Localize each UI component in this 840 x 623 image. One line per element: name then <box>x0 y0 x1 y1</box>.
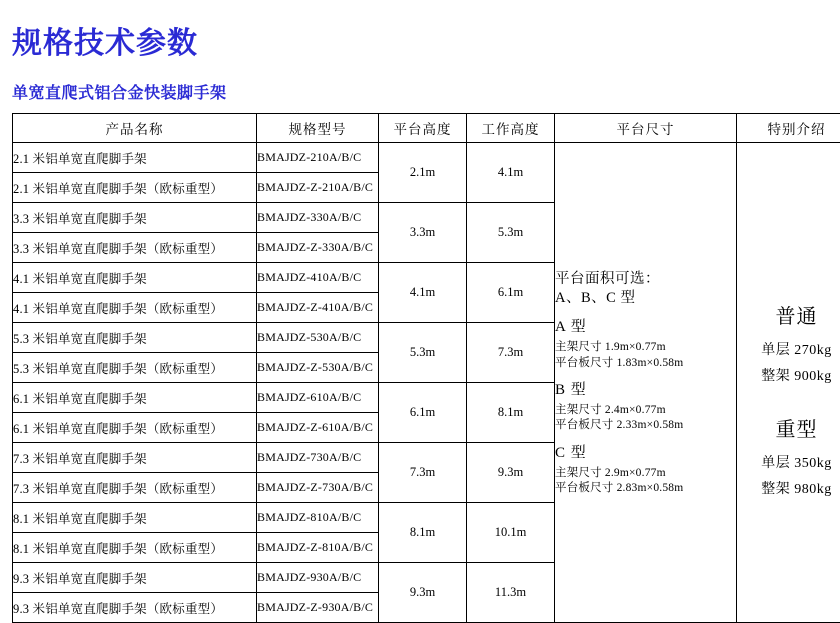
cell-product-name: 4.1 米铝单宽直爬脚手架（欧标重型） <box>13 293 257 323</box>
cell-platform-size <box>555 143 737 623</box>
cell-product-name: 6.1 米铝单宽直爬脚手架（欧标重型） <box>13 413 257 443</box>
cell-model: BMAJDZ-610A/B/C <box>257 383 379 413</box>
specification-table <box>12 113 840 623</box>
table-body <box>13 143 840 623</box>
cell-product-name: 9.3 米铝单宽直爬脚手架（欧标重型） <box>13 593 257 623</box>
cell-model: BMAJDZ-410A/B/C <box>257 263 379 293</box>
column-header-working-height: 工作高度 <box>467 114 555 143</box>
cell-product-name: 5.3 米铝单宽直爬脚手架（欧标重型） <box>13 353 257 383</box>
cell-model: BMAJDZ-330A/B/C <box>257 203 379 233</box>
cell-model: BMAJDZ-Z-210A/B/C <box>257 173 379 203</box>
table-row <box>13 143 840 173</box>
cell-product-name: 3.3 米铝单宽直爬脚手架 <box>13 203 257 233</box>
cell-platform-height: 8.1m <box>379 503 467 563</box>
cell-platform-height: 7.3m <box>379 443 467 503</box>
cell-product-name: 7.3 米铝单宽直爬脚手架（欧标重型） <box>13 473 257 503</box>
platform-size-type-c-frame: 主架尺寸 2.9m×0.77m <box>555 467 736 481</box>
cell-platform-height: 2.1m <box>379 143 467 203</box>
cell-platform-height: 6.1m <box>379 383 467 443</box>
cell-working-height: 4.1m <box>467 143 555 203</box>
platform-size-intro-line1: 平台面积可选： <box>555 271 736 288</box>
page-subtitle: 单宽直爬式铝合金快装脚手架 <box>12 80 832 103</box>
spec-sheet-page <box>0 18 840 601</box>
platform-size-type-b-frame: 主架尺寸 2.4m×0.77m <box>555 404 736 418</box>
cell-model: BMAJDZ-Z-410A/B/C <box>257 293 379 323</box>
special-normal-whole-frame: 整架 900kg <box>737 365 840 385</box>
cell-model: BMAJDZ-210A/B/C <box>257 143 379 173</box>
cell-model: BMAJDZ-Z-810A/B/C <box>257 533 379 563</box>
cell-model: BMAJDZ-530A/B/C <box>257 323 379 353</box>
cell-working-height: 11.3m <box>467 563 555 623</box>
platform-size-type-b-label: B 型 <box>555 382 736 400</box>
cell-model: BMAJDZ-730A/B/C <box>257 443 379 473</box>
cell-model: BMAJDZ-Z-330A/B/C <box>257 233 379 263</box>
cell-working-height: 5.3m <box>467 203 555 263</box>
cell-product-name: 7.3 米铝单宽直爬脚手架 <box>13 443 257 473</box>
table-header-row <box>13 114 840 143</box>
cell-product-name: 8.1 米铝单宽直爬脚手架 <box>13 503 257 533</box>
special-heavy-whole-frame: 整架 980kg <box>737 478 840 498</box>
cell-working-height: 6.1m <box>467 263 555 323</box>
platform-size-intro-line2: A、B、C 型 <box>555 290 736 307</box>
platform-size-type-c-deck: 平台板尺寸 2.83m×0.58m <box>555 482 736 496</box>
cell-platform-height: 9.3m <box>379 563 467 623</box>
cell-product-name: 4.1 米铝单宽直爬脚手架 <box>13 263 257 293</box>
cell-product-name: 2.1 米铝单宽直爬脚手架 <box>13 143 257 173</box>
cell-platform-height: 3.3m <box>379 203 467 263</box>
cell-product-name: 5.3 米铝单宽直爬脚手架 <box>13 323 257 353</box>
cell-product-name: 8.1 米铝单宽直爬脚手架（欧标重型） <box>13 533 257 563</box>
cell-model: BMAJDZ-810A/B/C <box>257 503 379 533</box>
column-header-model: 规格型号 <box>257 114 379 143</box>
cell-product-name: 9.3 米铝单宽直爬脚手架 <box>13 563 257 593</box>
table-header <box>13 114 840 143</box>
platform-size-type-b-deck: 平台板尺寸 2.33m×0.58m <box>555 419 736 433</box>
column-header-special-intro: 特别介绍 <box>737 114 840 143</box>
cell-model: BMAJDZ-Z-730A/B/C <box>257 473 379 503</box>
special-normal-label: 普通 <box>737 300 840 329</box>
cell-model: BMAJDZ-Z-610A/B/C <box>257 413 379 443</box>
cell-product-name: 3.3 米铝单宽直爬脚手架（欧标重型） <box>13 233 257 263</box>
special-normal-single-layer: 单层 270kg <box>737 339 840 359</box>
cell-platform-height: 5.3m <box>379 323 467 383</box>
cell-product-name: 6.1 米铝单宽直爬脚手架 <box>13 383 257 413</box>
platform-size-type-a-frame: 主架尺寸 1.9m×0.77m <box>555 341 736 355</box>
platform-size-type-a-deck: 平台板尺寸 1.83m×0.58m <box>555 357 736 371</box>
cell-working-height: 8.1m <box>467 383 555 443</box>
page-title: 规格技术参数 <box>12 18 832 62</box>
column-header-platform-height: 平台高度 <box>379 114 467 143</box>
cell-special-intro <box>737 143 840 623</box>
cell-model: BMAJDZ-Z-530A/B/C <box>257 353 379 383</box>
cell-product-name: 2.1 米铝单宽直爬脚手架（欧标重型） <box>13 173 257 203</box>
cell-model: BMAJDZ-Z-930A/B/C <box>257 593 379 623</box>
column-header-product-name: 产品名称 <box>13 114 257 143</box>
special-heavy-label: 重型 <box>737 413 840 442</box>
column-header-platform-size: 平台尺寸 <box>555 114 737 143</box>
cell-working-height: 10.1m <box>467 503 555 563</box>
special-heavy-single-layer: 单层 350kg <box>737 452 840 472</box>
cell-working-height: 7.3m <box>467 323 555 383</box>
platform-size-type-c-label: C 型 <box>555 445 736 463</box>
cell-platform-height: 4.1m <box>379 263 467 323</box>
cell-model: BMAJDZ-930A/B/C <box>257 563 379 593</box>
platform-size-type-a-label: A 型 <box>555 319 736 337</box>
cell-working-height: 9.3m <box>467 443 555 503</box>
